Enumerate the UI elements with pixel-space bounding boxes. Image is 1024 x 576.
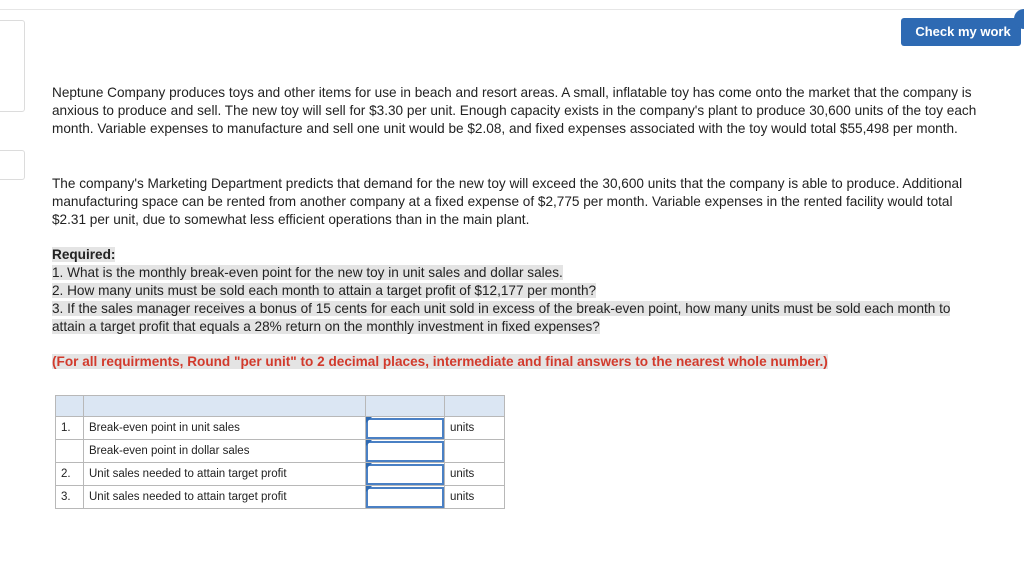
cell-flag-icon bbox=[366, 440, 372, 446]
bonus-target-units-input[interactable] bbox=[366, 487, 444, 508]
row-unit: units bbox=[445, 486, 505, 509]
top-divider bbox=[0, 9, 1024, 10]
row-number: 1. bbox=[56, 417, 84, 440]
required-item-1: 1. What is the monthly break-even point for the new toy in unit sales and dollar sales. bbox=[52, 265, 563, 280]
required-item-2: 2. How many units must be sold each month to attain a target profit of $12,177 per month? bbox=[52, 283, 597, 298]
required-section bbox=[52, 246, 982, 336]
row-unit bbox=[445, 440, 505, 463]
break-even-units-input[interactable] bbox=[366, 418, 444, 439]
row-label: Break-even point in unit sales bbox=[84, 417, 366, 440]
row-label: Unit sales needed to attain target profit bbox=[84, 463, 366, 486]
cell-flag-icon bbox=[366, 417, 372, 423]
table-row bbox=[56, 463, 505, 486]
answer-table bbox=[55, 395, 505, 509]
table-row bbox=[56, 486, 505, 509]
table-row bbox=[56, 417, 505, 440]
required-title: Required: bbox=[52, 247, 116, 262]
row-unit: units bbox=[445, 417, 505, 440]
row-number: 3. bbox=[56, 486, 84, 509]
side-panel-tab[interactable] bbox=[0, 20, 25, 112]
problem-paragraph-1: Neptune Company produces toys and other items for use in beach and resort areas. A small, inflatable toy has come onto the market that the company is anxious to produce and sell. The new toy will sell for $3.30 per unit. Enough capacity exists in the company's plant to produce 30,600 units of the toy each month. Variable expenses to manufacture and sell one unit would be $2.08, and fixed expenses associated with the toy would total $55,498 per month. bbox=[52, 85, 977, 136]
required-item-3: 3. If the sales manager receives a bonus of 15 cents for each unit sold in excess of the break-even point, how many units must be sold each month to attain a target profit that equals a 28% return on the monthly investment in fixed expenses? bbox=[52, 301, 951, 334]
row-number bbox=[56, 440, 84, 463]
target-profit-units-input[interactable] bbox=[366, 464, 444, 485]
rounding-note: (For all requirments, Round "per unit" to 2 decimal places, intermediate and final answers to the nearest whole number.) bbox=[52, 354, 828, 369]
cell-flag-icon bbox=[366, 463, 372, 469]
row-label: Break-even point in dollar sales bbox=[84, 440, 366, 463]
row-unit: units bbox=[445, 463, 505, 486]
table-row bbox=[56, 440, 505, 463]
answer-table-header bbox=[56, 396, 505, 417]
break-even-dollars-input[interactable] bbox=[366, 441, 444, 462]
problem-paragraph-2: The company's Marketing Department predicts that demand for the new toy will exceed the 30,600 units that the company is able to produce. Additional manufacturing space can be rented from another company at a fixed expense of $2,775 per month. Variable expenses in the rented facility would total $2.31 per unit, due to somewhat less efficient operations than in the main plant. bbox=[52, 176, 963, 227]
check-my-work-button[interactable]: Check my work bbox=[901, 18, 1021, 46]
row-label: Unit sales needed to attain target profit bbox=[84, 486, 366, 509]
cell-flag-icon bbox=[366, 486, 372, 492]
side-panel-tab-small[interactable] bbox=[0, 150, 25, 180]
row-number: 2. bbox=[56, 463, 84, 486]
